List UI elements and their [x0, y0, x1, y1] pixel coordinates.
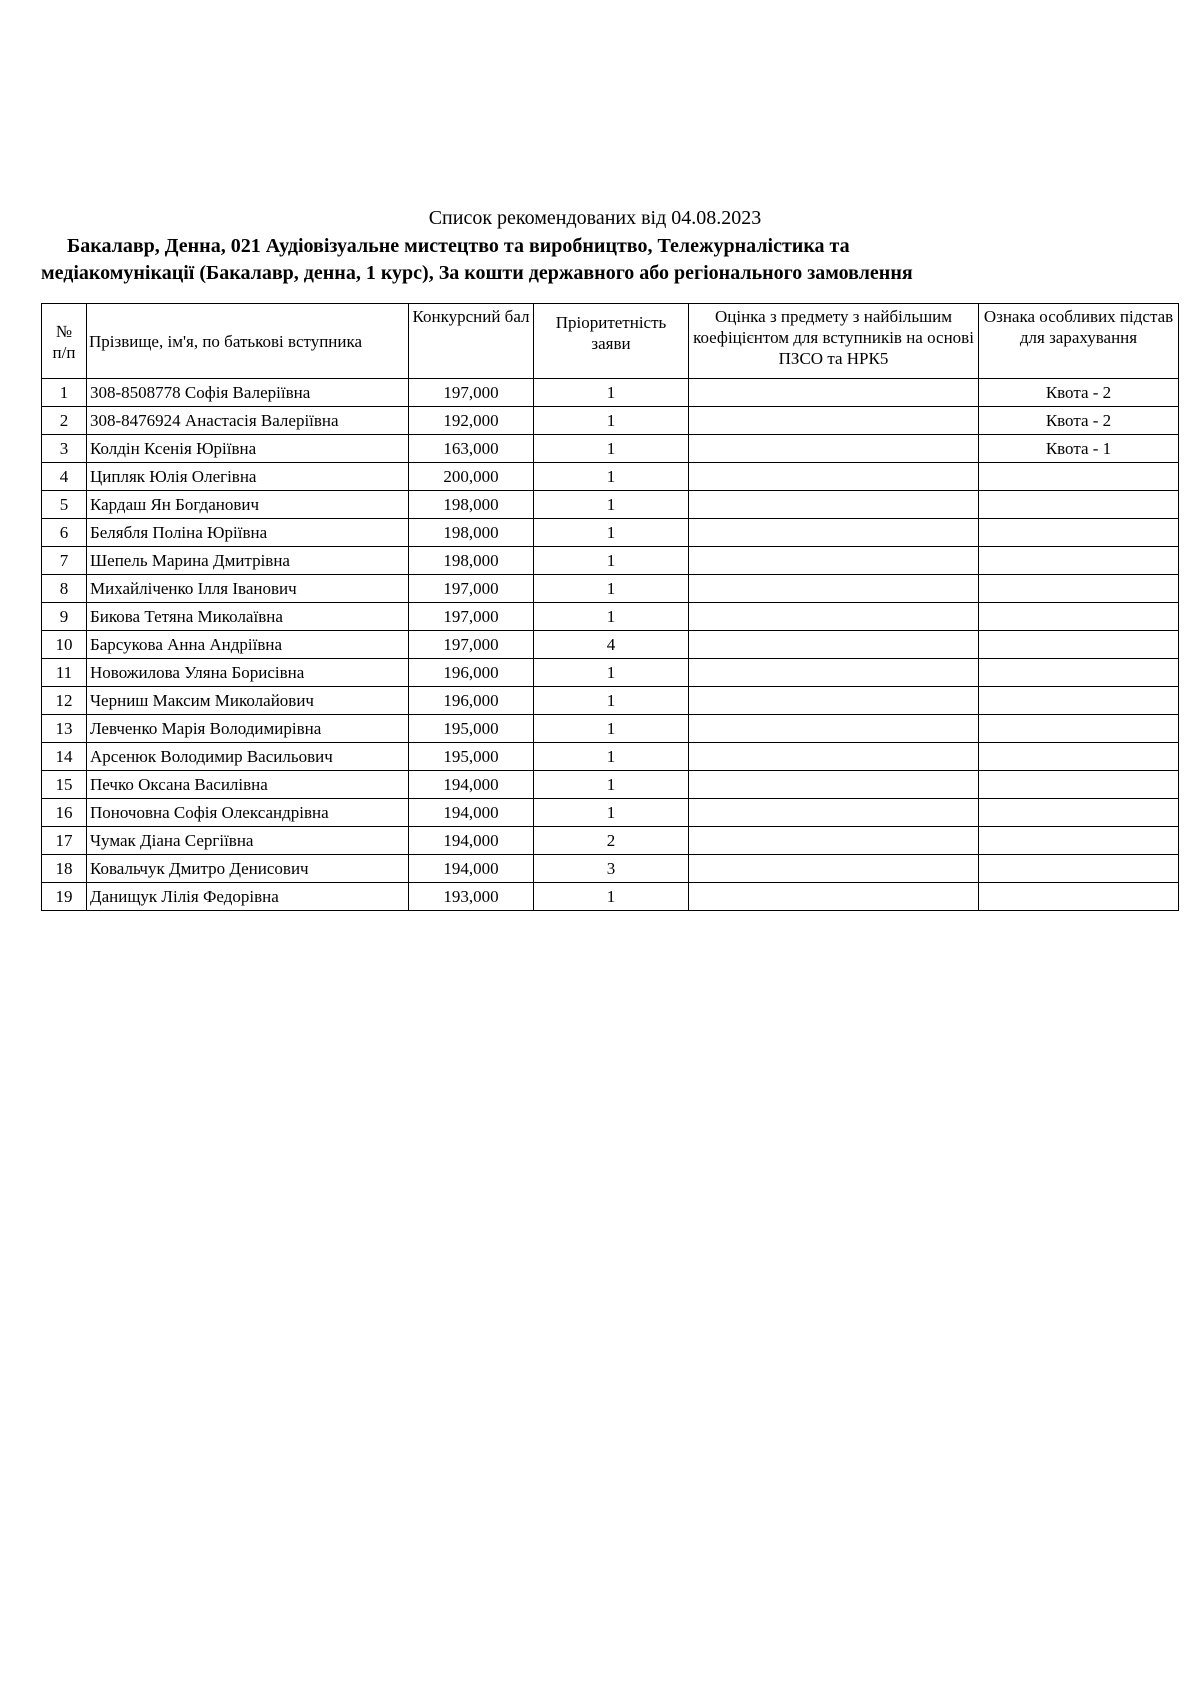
table-row [42, 659, 1179, 687]
cell-priority: 4 [534, 631, 689, 659]
cell-name: Шепель Марина Дмитрівна [87, 547, 409, 575]
cell-subject-grade [689, 603, 979, 631]
cell-number: 12 [42, 687, 87, 715]
cell-number: 13 [42, 715, 87, 743]
cell-priority: 3 [534, 855, 689, 883]
cell-name: Барсукова Анна Андріївна [87, 631, 409, 659]
cell-score: 197,000 [409, 631, 534, 659]
cell-name: Чумак Діана Сергіївна [87, 827, 409, 855]
cell-score: 197,000 [409, 603, 534, 631]
cell-name: Михайліченко Ілля Іванович [87, 575, 409, 603]
cell-number: 6 [42, 519, 87, 547]
cell-special-grounds [979, 883, 1179, 911]
cell-score: 197,000 [409, 575, 534, 603]
cell-name: Левченко Марія Володимирівна [87, 715, 409, 743]
cell-subject-grade [689, 883, 979, 911]
cell-subject-grade [689, 827, 979, 855]
cell-subject-grade [689, 547, 979, 575]
document-title: Список рекомендованих від 04.08.2023 [428, 207, 762, 229]
cell-score: 195,000 [409, 743, 534, 771]
cell-number: 3 [42, 435, 87, 463]
cell-special-grounds: Квота - 2 [979, 379, 1179, 407]
cell-special-grounds: Квота - 1 [979, 435, 1179, 463]
cell-priority: 2 [534, 827, 689, 855]
cell-name: Ципляк Юлія Олегівна [87, 463, 409, 491]
cell-score: 198,000 [409, 519, 534, 547]
cell-name: Данищук Лілія Федорівна [87, 883, 409, 911]
cell-score: 163,000 [409, 435, 534, 463]
cell-subject-grade [689, 799, 979, 827]
table-row [42, 855, 1179, 883]
cell-number: 18 [42, 855, 87, 883]
cell-name: Печко Оксана Василівна [87, 771, 409, 799]
cell-priority: 1 [534, 659, 689, 687]
cell-name: Белябля Поліна Юріївна [87, 519, 409, 547]
document-subtitle [41, 233, 1181, 287]
cell-number: 8 [42, 575, 87, 603]
header-priority: Пріоритетність заяви [534, 304, 689, 379]
table-row [42, 827, 1179, 855]
cell-special-grounds [979, 771, 1179, 799]
cell-special-grounds [979, 575, 1179, 603]
cell-priority: 1 [534, 603, 689, 631]
table-row [42, 631, 1179, 659]
cell-number: 14 [42, 743, 87, 771]
header-name: Прізвище, ім'я, по батькові вступника [87, 304, 409, 379]
cell-subject-grade [689, 519, 979, 547]
cell-special-grounds [979, 631, 1179, 659]
cell-score: 198,000 [409, 547, 534, 575]
cell-score: 200,000 [409, 463, 534, 491]
cell-subject-grade [689, 407, 979, 435]
cell-name: Арсенюк Володимир Васильович [87, 743, 409, 771]
cell-number: 10 [42, 631, 87, 659]
cell-priority: 1 [534, 883, 689, 911]
cell-special-grounds [979, 687, 1179, 715]
cell-score: 198,000 [409, 491, 534, 519]
cell-subject-grade [689, 631, 979, 659]
table-row [42, 435, 1179, 463]
cell-subject-grade [689, 687, 979, 715]
cell-name: Ковальчук Дмитро Денисович [87, 855, 409, 883]
cell-score: 196,000 [409, 687, 534, 715]
cell-score: 194,000 [409, 827, 534, 855]
cell-number: 17 [42, 827, 87, 855]
table-row [42, 463, 1179, 491]
table-row [42, 883, 1179, 911]
cell-number: 11 [42, 659, 87, 687]
cell-name: 308-8476924 Анастасія Валеріївна [87, 407, 409, 435]
cell-subject-grade [689, 771, 979, 799]
cell-special-grounds: Квота - 2 [979, 407, 1179, 435]
cell-subject-grade [689, 379, 979, 407]
cell-priority: 1 [534, 715, 689, 743]
header-subject-grade: Оцінка з предмету з найбільшим коефіцієнтом для вступників на основі ПЗСО та НРК5 [689, 304, 979, 379]
table-row [42, 603, 1179, 631]
cell-number: 19 [42, 883, 87, 911]
applicants-table [41, 303, 1179, 911]
cell-special-grounds [979, 715, 1179, 743]
table-row [42, 519, 1179, 547]
cell-subject-grade [689, 435, 979, 463]
cell-number: 7 [42, 547, 87, 575]
cell-priority: 1 [534, 379, 689, 407]
header-score: Конкурсний бал [409, 304, 534, 379]
cell-score: 195,000 [409, 715, 534, 743]
cell-special-grounds [979, 547, 1179, 575]
cell-priority: 1 [534, 547, 689, 575]
cell-priority: 1 [534, 491, 689, 519]
cell-score: 194,000 [409, 771, 534, 799]
cell-subject-grade [689, 463, 979, 491]
cell-priority: 1 [534, 435, 689, 463]
table-row [42, 575, 1179, 603]
cell-priority: 1 [534, 407, 689, 435]
cell-special-grounds [979, 743, 1179, 771]
table-row [42, 547, 1179, 575]
table-row [42, 715, 1179, 743]
cell-subject-grade [689, 491, 979, 519]
cell-special-grounds [979, 491, 1179, 519]
cell-special-grounds [979, 827, 1179, 855]
cell-name: Поночовна Софія Олександрівна [87, 799, 409, 827]
cell-name: Новожилова Уляна Борисівна [87, 659, 409, 687]
table-row [42, 743, 1179, 771]
cell-score: 194,000 [409, 855, 534, 883]
cell-special-grounds [979, 799, 1179, 827]
cell-priority: 1 [534, 743, 689, 771]
table-row [42, 379, 1179, 407]
cell-name: Черниш Максим Миколайович [87, 687, 409, 715]
subtitle-line-1: Бакалавр, Денна, 021 Аудіовізуальне мистецтво та виробництво, Тележурналістика та [67, 235, 850, 257]
cell-number: 15 [42, 771, 87, 799]
cell-subject-grade [689, 715, 979, 743]
cell-number: 9 [42, 603, 87, 631]
cell-priority: 1 [534, 687, 689, 715]
cell-subject-grade [689, 659, 979, 687]
cell-number: 2 [42, 407, 87, 435]
cell-name: 308-8508778 Софія Валеріївна [87, 379, 409, 407]
cell-number: 5 [42, 491, 87, 519]
cell-name: Бикова Тетяна Миколаївна [87, 603, 409, 631]
cell-number: 4 [42, 463, 87, 491]
cell-score: 196,000 [409, 659, 534, 687]
cell-name: Кардаш Ян Богданович [87, 491, 409, 519]
cell-number: 16 [42, 799, 87, 827]
cell-name: Колдін Ксенія Юріївна [87, 435, 409, 463]
cell-priority: 1 [534, 463, 689, 491]
cell-special-grounds [979, 519, 1179, 547]
table-row [42, 771, 1179, 799]
cell-priority: 1 [534, 799, 689, 827]
table-row [42, 687, 1179, 715]
cell-score: 193,000 [409, 883, 534, 911]
subtitle-line-2: медіакомунікації (Бакалавр, денна, 1 курс), За кошти державного або регіонального замовлення [41, 262, 913, 284]
cell-priority: 1 [534, 519, 689, 547]
table-header-row [42, 304, 1179, 379]
cell-special-grounds [979, 855, 1179, 883]
cell-subject-grade [689, 855, 979, 883]
header-special-grounds: Ознака особливих підстав для зарахування [979, 304, 1179, 379]
cell-subject-grade [689, 743, 979, 771]
cell-subject-grade [689, 575, 979, 603]
table-row [42, 799, 1179, 827]
table-row [42, 491, 1179, 519]
cell-score: 192,000 [409, 407, 534, 435]
cell-score: 197,000 [409, 379, 534, 407]
cell-priority: 1 [534, 771, 689, 799]
cell-number: 1 [42, 379, 87, 407]
header-number: № п/п [42, 304, 87, 379]
table-row [42, 407, 1179, 435]
cell-priority: 1 [534, 575, 689, 603]
cell-special-grounds [979, 659, 1179, 687]
cell-special-grounds [979, 603, 1179, 631]
cell-special-grounds [979, 463, 1179, 491]
cell-score: 194,000 [409, 799, 534, 827]
